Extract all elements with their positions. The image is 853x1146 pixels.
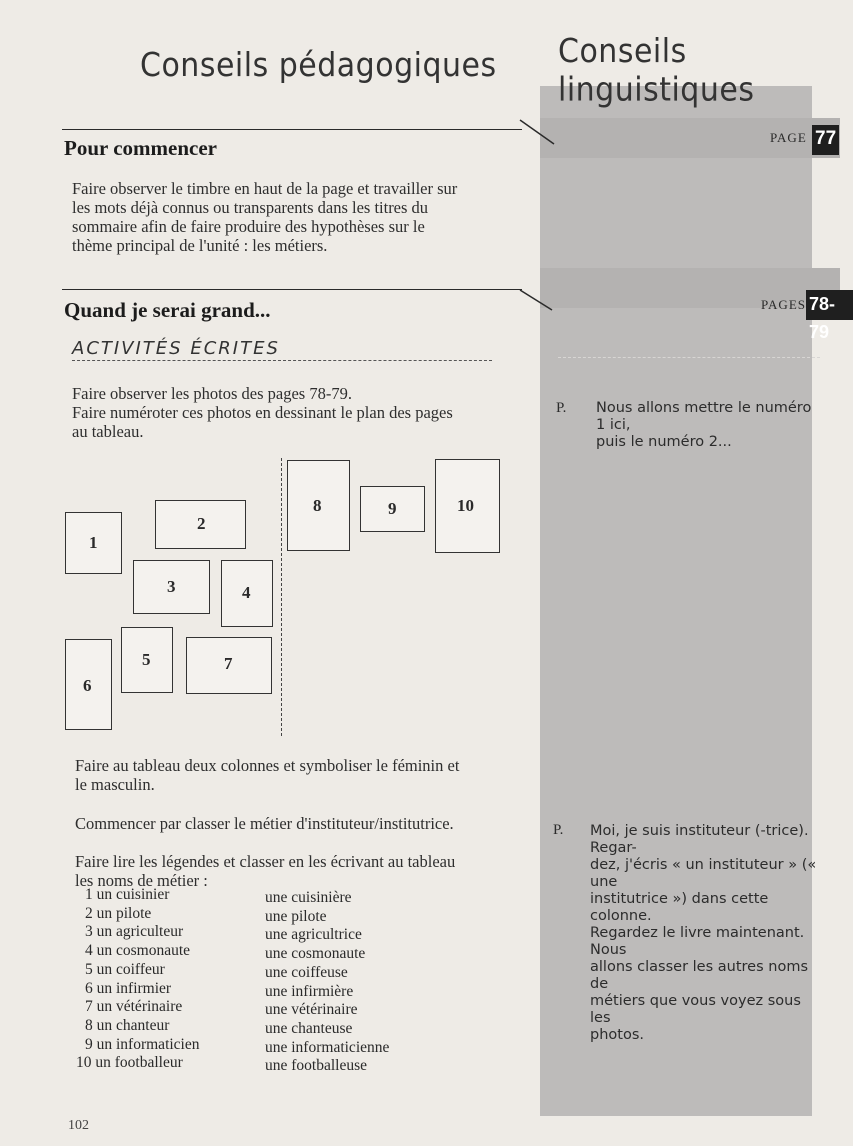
list-item: une infirmière (265, 982, 354, 1000)
rule-chevron-2 (518, 288, 558, 314)
feminine-job-list (265, 889, 389, 1076)
list-item: 8 un chanteur (85, 1016, 170, 1034)
list-item: une vétérinaire (265, 1001, 358, 1019)
list-item: une footballeuse (265, 1057, 368, 1075)
section-rule-2 (62, 289, 522, 290)
list-item: 7 un vétérinaire (85, 998, 183, 1016)
linguistic-title: Conseils linguistiques (558, 32, 755, 110)
photo-box-7: 7 (186, 637, 272, 694)
rule-chevron-1 (518, 118, 558, 148)
list-item: 10 un footballeur (76, 1054, 183, 1072)
photo-box-10: 10 (435, 459, 500, 553)
section1-paragraph: Faire observer le timbre en haut de la page et travailler sur les mots déjà connus ou transparents dans les titres du sommaire afin de faire produire des hypothèses sur le thème principal de l'unité : les métiers. (72, 179, 458, 255)
panel-dashed-rule (558, 357, 820, 358)
section-rule-1 (62, 129, 522, 130)
section-heading-quand-je-serai-grand: Quand je serai grand... (64, 298, 271, 322)
page-badge-77: 77 (812, 125, 839, 155)
section2-intro: Faire observer les photos des pages 78-79. Faire numéroter ces photos en dessinant le plan des pages au tableau. (72, 384, 453, 441)
list-item: 4 un cosmonaute (85, 942, 191, 960)
subheading-dashed-rule (72, 360, 492, 361)
masculine-job-list (76, 886, 200, 1073)
footer-page-number: 102 (68, 1118, 89, 1133)
linguistic-note-2: Moi, je suis instituteur (-trice). Regar- dez, j'écris « un instituteur » (« une institutrice ») dans cette colonne. Regardez le livre maintenant. Nous allons classer les autres noms de métiers que vous voyez sous les photos. (590, 823, 817, 1043)
list-item: 9 un informaticien (85, 1035, 200, 1053)
page-fold-dashed-line (281, 458, 282, 736)
photo-box-6: 6 (65, 639, 112, 730)
teacher-label-1: P. (556, 400, 567, 416)
list-item: une informaticienne (265, 1038, 390, 1056)
list-item: 1 un cuisinier (85, 886, 170, 903)
photo-box-3: 3 (133, 560, 210, 614)
list-item: une coiffeuse (265, 963, 348, 981)
list-item: 2 un pilote (85, 904, 152, 922)
page-label-77: PAGE (770, 130, 807, 145)
photo-box-1: 1 (65, 512, 122, 574)
list-item: une agricultrice (265, 926, 362, 944)
list-item: une cuisinière (265, 889, 352, 906)
photo-box-2: 2 (155, 500, 246, 549)
list-item: une cosmonaute (265, 945, 366, 963)
list-item: 5 un coiffeur (85, 960, 165, 978)
list-item: 3 un agriculteur (85, 923, 184, 941)
list-item: 6 un infirmier (85, 979, 172, 997)
activites-ecrites-subheading: ACTIVITÉS ÉCRITES (72, 338, 280, 359)
section2-paragraph-instituteur: Commencer par classer le métier d'instituteur/institutrice. (75, 814, 454, 833)
page-label-78-79: PAGES (761, 297, 806, 312)
section2-paragraph-legendes: Faire lire les légendes et classer en les écrivant au tableau les noms de métier : (75, 852, 456, 890)
photo-box-5: 5 (121, 627, 173, 693)
page-badge-78-79: 78-79 (806, 290, 853, 320)
photo-box-4: 4 (221, 560, 273, 627)
section2-paragraph-columns: Faire au tableau deux colonnes et symboliser le féminin et le masculin. (75, 756, 460, 794)
section-heading-pour-commencer: Pour commencer (64, 136, 217, 160)
photo-box-9: 9 (360, 486, 425, 532)
linguistic-note-1: Nous allons mettre le numéro 1 ici, puis le numéro 2... (596, 400, 812, 450)
pedagogical-title: Conseils pédagogiques (140, 46, 497, 85)
photo-box-8: 8 (287, 460, 350, 551)
teacher-label-2: P. (553, 822, 564, 838)
list-item: une chanteuse (265, 1019, 353, 1037)
list-item: une pilote (265, 907, 327, 925)
